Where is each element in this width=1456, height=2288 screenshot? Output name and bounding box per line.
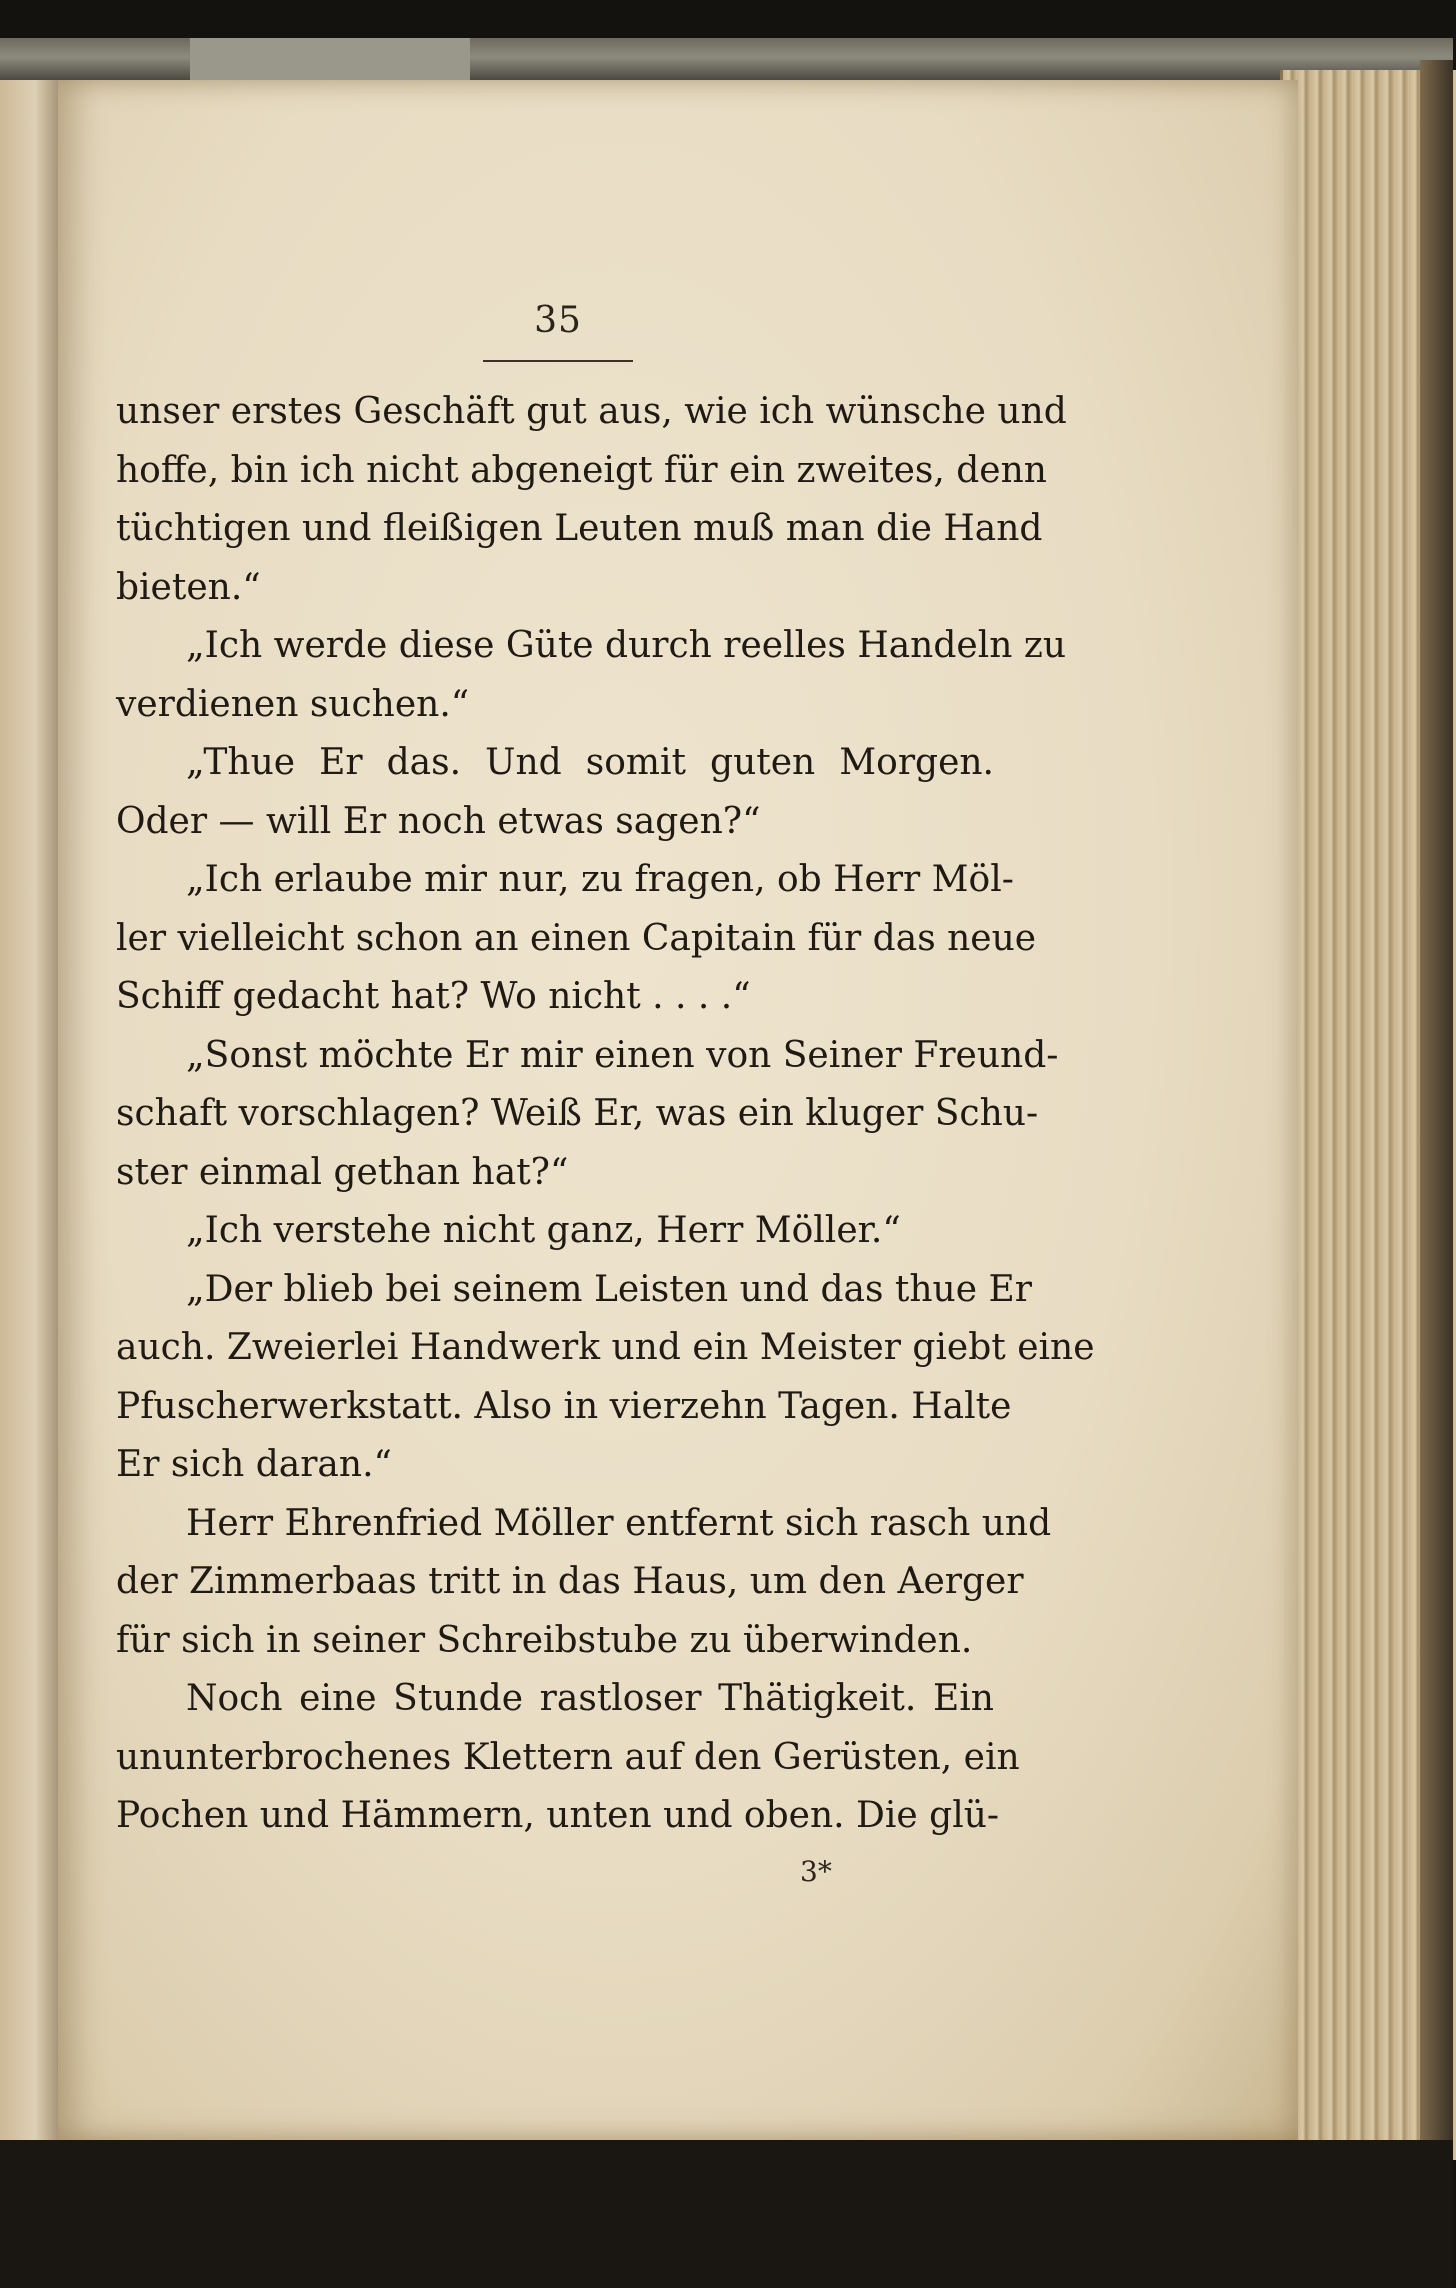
text-line: tüchtigen und fleißigen Leuten muß man die Hand bbox=[116, 508, 1043, 549]
text-line: unser erstes Geschäft gut aus, wie ich wünsche und bbox=[116, 391, 1067, 432]
text-line: der Zimmerbaas tritt in das Haus, um den Aerger bbox=[116, 1561, 1024, 1602]
facing-page-edge bbox=[0, 80, 61, 2140]
text-line: Er sich daran.“ bbox=[116, 1444, 392, 1485]
text-line: ler vielleicht schon an einen Capitain für das neue bbox=[116, 917, 1037, 959]
text-line: schaft vorschlagen? Weiß Er, was ein kluger Schu- bbox=[116, 1093, 1039, 1134]
signature-mark: 3* bbox=[800, 1855, 832, 1888]
text-line: „Sonst möchte Er mir einen von Seiner Freund- bbox=[186, 1034, 1059, 1076]
text-line: „Ich werde diese Güte durch reelles Handeln zu bbox=[186, 625, 1067, 666]
text-line: auch. Zweierlei Handwerk und ein Meister giebt eine bbox=[116, 1327, 1095, 1368]
text-line: „Thue Er das. Und somit guten Morgen. bbox=[186, 742, 994, 783]
text-line: verdienen suchen.“ bbox=[116, 683, 470, 725]
text-line: Pfuscherwerkstatt. Also in vierzehn Tagen. Halte bbox=[116, 1385, 1012, 1427]
text-line: Herr Ehrenfried Möller entfernt sich rasch und bbox=[186, 1502, 1052, 1544]
text-line: „Der blieb bei seinem Leisten und das thue Er bbox=[186, 1268, 1032, 1310]
text-line: hoffe, bin ich nicht abgeneigt für ein zweites, denn bbox=[116, 449, 1047, 491]
binding-tab bbox=[190, 38, 470, 85]
text-line: bieten.“ bbox=[116, 566, 261, 608]
body-text bbox=[116, 383, 1095, 1846]
text-line: Oder — will Er noch etwas sagen?“ bbox=[116, 800, 761, 842]
header-rule bbox=[483, 360, 633, 362]
text-line: ununterbrochenes Klettern auf den Gerüsten, ein bbox=[116, 1736, 1020, 1778]
background bbox=[0, 2140, 1453, 2288]
text-line: Schiff gedacht hat? Wo nicht . . . .“ bbox=[116, 976, 751, 1017]
book-cover-edge bbox=[1420, 60, 1453, 2180]
text-line: „Ich verstehe nicht ganz, Herr Möller.“ bbox=[186, 1210, 901, 1251]
page-number: 35 bbox=[534, 300, 582, 341]
text-line: Pochen und Hämmern, unten und oben. Die glü- bbox=[116, 1795, 1000, 1836]
text-line: für sich in seiner Schreibstube zu überwinden. bbox=[116, 1619, 973, 1661]
text-line: „Ich erlaube mir nur, zu fragen, ob Herr Möl- bbox=[186, 859, 1014, 900]
text-line: Noch eine Stunde rastloser Thätigkeit. Ein bbox=[186, 1678, 994, 1719]
text-line: ster einmal gethan hat?“ bbox=[116, 1151, 569, 1193]
